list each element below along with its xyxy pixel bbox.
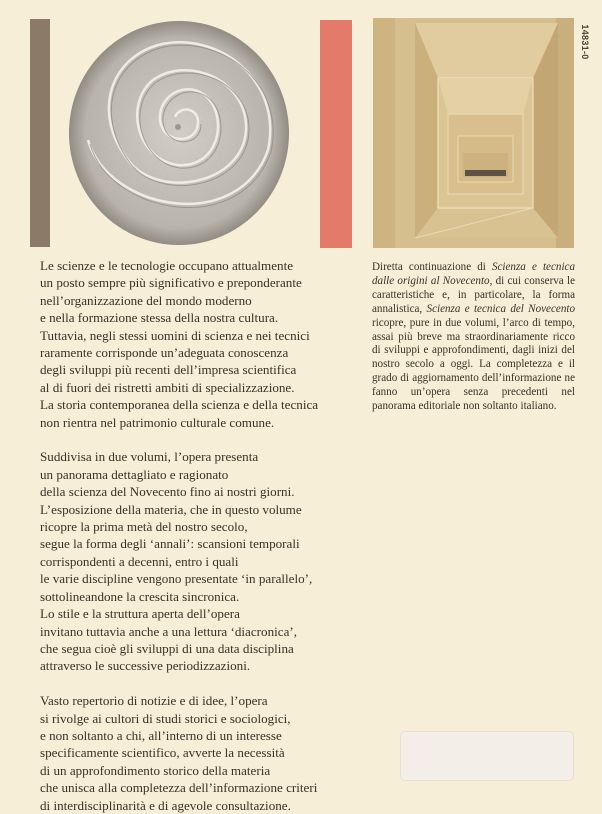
blurb-text: , di cui conserva le caratteristiche e, in particolare, la forma annalistica, [372,274,575,315]
text-line: Suddivisa in due volumi, l’opera presenta [40,449,259,465]
blurb-text: Diretta continuazione di [372,261,492,273]
text-line: La storia contemporanea della scienza e della tecnica [40,397,319,413]
text-line: corrispondenti a decenni, entro i quali [40,553,239,569]
text-line: di interdisciplinarità e di agevole consultazione. [40,797,291,813]
paragraph-gap [40,675,360,692]
paragraph-2 [40,448,360,674]
text-line: di un approfondimento storico della materia [40,762,271,778]
text-line: specificamente scientifico, avverte la necessità [40,745,285,761]
blurb-title-this-work: Scienza e tecnica del Novecento [426,302,576,315]
corridor-photo [373,18,574,248]
spiral-disc-image [68,20,290,246]
text-line: invitano tuttavia anche a una lettura ‘diacronica’, [40,623,298,639]
price-label-sticker [400,731,574,781]
catalog-code [575,12,595,72]
text-line: Vasto repertorio di notizie e di idee, l’opera [40,693,268,709]
text-line: degli sviluppi più recenti dell’impresa scientifica [40,362,297,378]
blurb-text: ricopre, pure in due volumi, l’arco di tempo, assai più breve ma straordinariamente ricco di sviluppi e approfondimenti, dagli inizi del nostro secolo a oggi. La completezza e il grado di aggiornamento dell’informazione ne fanno un’opera senza precedenti nel panorama editoriale non soltanto italiano. [372,316,575,413]
main-description [40,257,360,814]
text-line: Le scienze e le tecnologie occupano attualmente [40,258,294,273]
text-line: un panorama dettagliato e ragionato [40,466,229,482]
left-decorative-bar [30,19,50,247]
right-decorative-bar [320,20,352,248]
text-line: Lo stile e la struttura aperta dell’opera [40,606,240,622]
text-line: sottolineandone la crescita sincronica. [40,588,240,604]
series-blurb [372,261,575,414]
text-line: raramente corrisponde un’adeguata conoscenza [40,345,289,361]
text-line: che segua cioè gli sviluppi di una data disciplina [40,640,294,656]
catalog-code-text: 14831-0 [580,24,590,60]
text-line: Tuttavia, negli stessi uomini di scienza e nei tecnici [40,327,310,343]
text-line: ricopre la prima metà del nostro secolo, [40,519,248,535]
paragraph-gap [40,431,360,448]
text-line: che unisca alla completezza dell’informazione criteri [40,780,318,796]
text-line: e non soltanto a chi, all’interno di un interesse [40,727,282,743]
text-line: della scienza del Novecento fino ai nostri giorni. [40,484,295,500]
text-line: L’esposizione della materia, che in questo volume [40,501,302,517]
text-line: e nella formazione stessa della nostra cultura. [40,310,279,326]
text-line: nell’organizzazione del mondo moderno [40,292,252,308]
paragraph-3 [40,692,360,814]
paragraph-1 [40,257,360,431]
text-line: attraverso le successive periodizzazioni. [40,658,251,674]
text-line: le varie discipline vengono presentate ‘in parallelo’, [40,571,313,587]
blurb-title-previous-work: Scienza e tecnica dalle origini al Novecento [372,261,575,287]
text-line: segue la forma degli ‘annali’: scansioni temporali [40,536,300,552]
text-line: non rientra nel patrimonio culturale comune. [40,414,275,430]
text-line: un posto sempre più significativo e preponderante [40,275,302,291]
text-line: al di fuori dei ristretti ambiti di specializzazione. [40,379,295,395]
text-line: si rivolge ai cultori di studi storici e sociologici, [40,710,291,726]
